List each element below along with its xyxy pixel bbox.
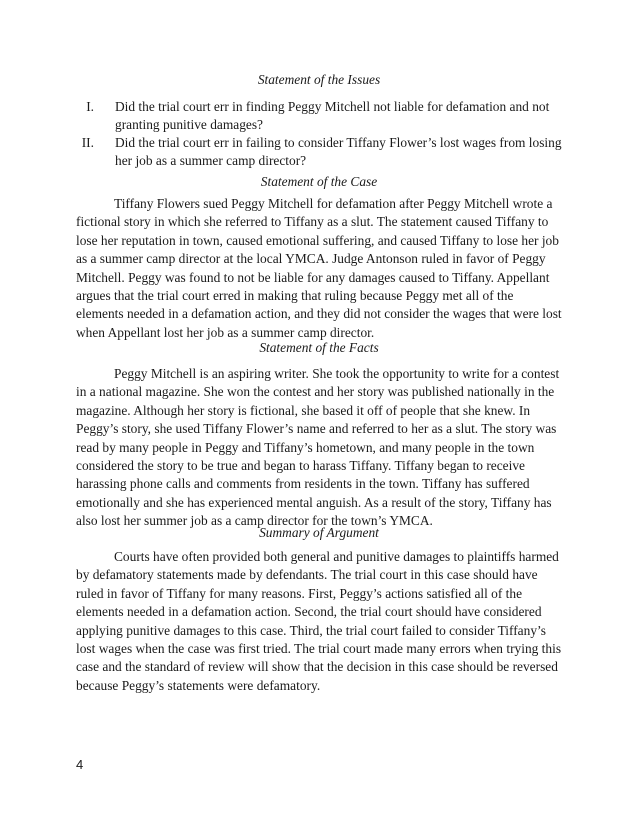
issue-1-text: Did the trial court err in finding Peggy Mitchell not liable for defamation and not granting punitive damages? <box>115 99 550 133</box>
case-heading: Statement of the Case <box>260 174 378 189</box>
page-number: 4 <box>76 757 84 772</box>
issues-heading: Statement of the Issues <box>257 72 381 87</box>
issue-2-numeral: II. <box>81 135 94 150</box>
argument-heading: Summary of Argument <box>259 525 379 540</box>
issue-2-text: Did the trial court err in failing to consider Tiffany Flower’s lost wages from losing her job as a summer camp director? <box>115 135 562 169</box>
argument-paragraph: Courts have often provided both general and punitive damages to plaintiffs harmed by defamatory statements made by defendants. The trial court in this case should have ruled in favor of Tiffany for many reasons. First, Peggy’s actions satisfied all of the elements needed in a defamation action. Second, the trial court should have considered applying punitive damages to this case. Third, the trial court failed to consider Tiffany’s lost wages when the case was first tried. The trial court made many errors when trying this case and the standard of review will show that the decision in this case should be reversed because Peggy’s statements were defamatory. <box>76 549 562 693</box>
facts-paragraph: Peggy Mitchell is an aspiring writer. She took the opportunity to write for a contest in a national magazine. She won the contest and her story was published nationally in the magazine. Although her story is fictional, she based it off of people that she knew. In Peggy’s story, she used Tiffany Flower’s name and referred to her as a slut. The story was read by many people in Peggy and Tiffany’s hometown, and many people in the town considered the story to be true and began to harass Tiffany. Tiffany began to receive harassing phone calls and comments from residents in the town. Tiffany has suffered emotionally and she has experienced mental anguish. As a result of the story, Tiffany has also lost her summer job as a camp director for the town’s YMCA. <box>76 366 560 529</box>
case-paragraph: Tiffany Flowers sued Peggy Mitchell for defamation after Peggy Mitchell wrote a fictional story in which she referred to Tiffany as a slut. The statement caused Tiffany to lose her reputation in town, caused emotional suffering, and caused Tiffany to lose her job as a summer camp director at the local YMCA. Judge Antonson ruled in favor of Peggy Mitchell. Peggy was found to not be liable for any damages caused to Tiffany. Appellant argues that the trial court erred in making that ruling because Peggy met all of the elements needed in a defamation action, and they did not consider the wages that were lost when Appellant lost her job as a summer camp director. <box>76 196 562 340</box>
issue-1-numeral: I. <box>86 99 94 114</box>
facts-heading: Statement of the Facts <box>259 340 379 355</box>
